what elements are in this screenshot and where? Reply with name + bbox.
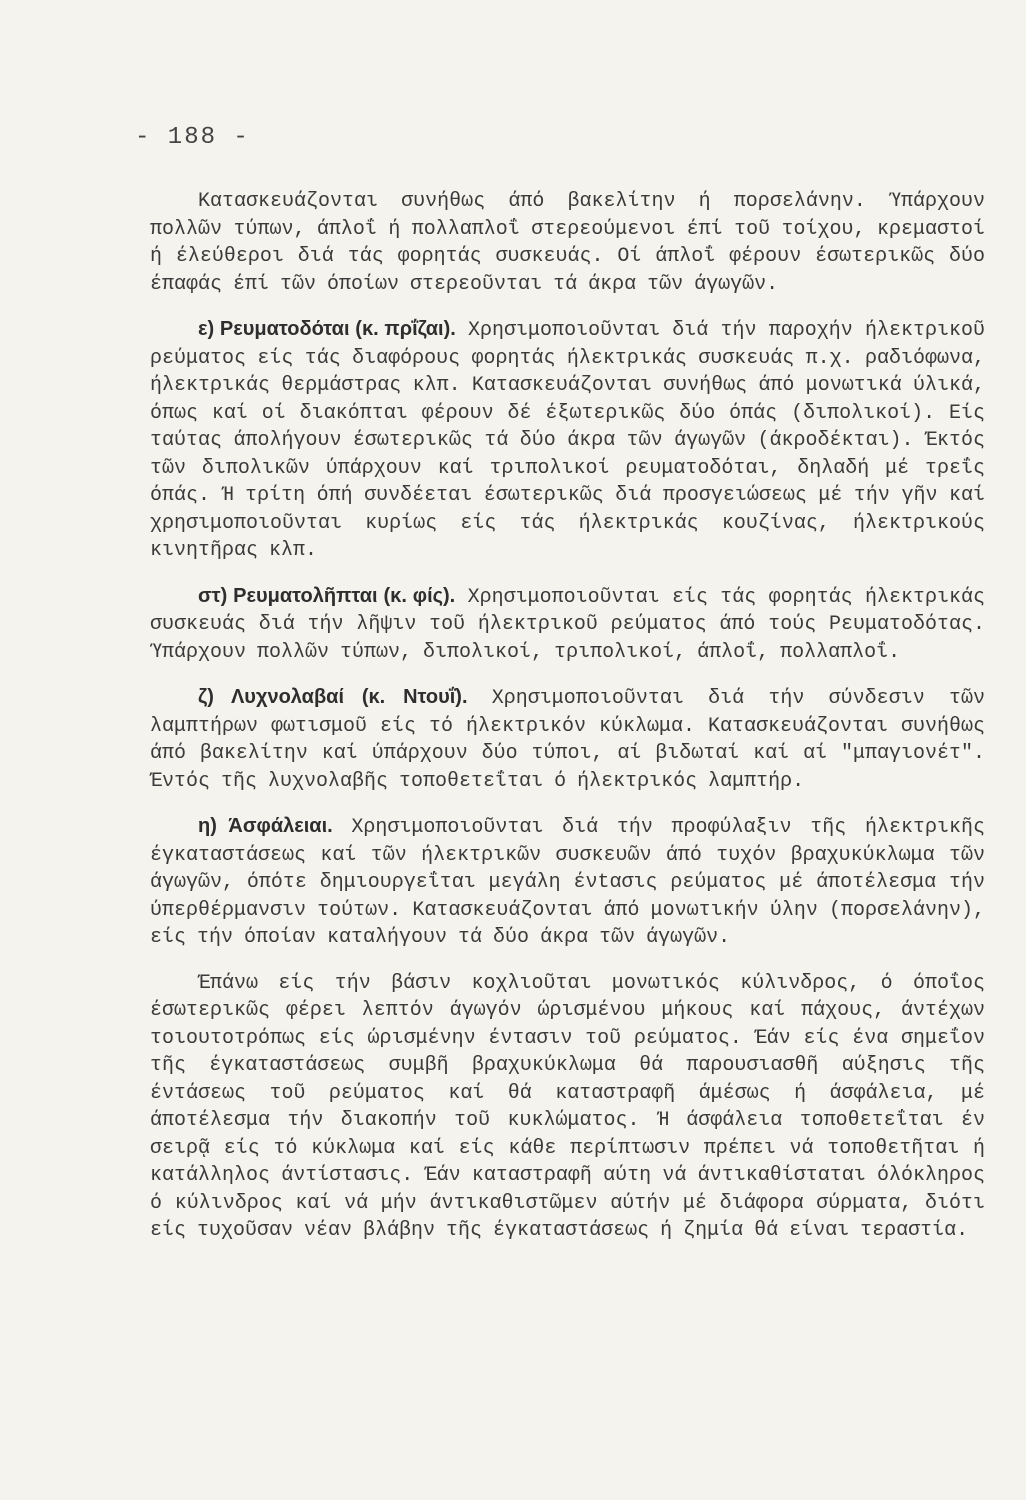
lampholders-text: Χρησιμοποιοῦνται διά τήν σύνδεσιν τῶν λαμπτήρων φωτισμοῦ είς τό ήλεκτρικόν κύκλωμα. Κατασκευάζονται συνήθως άπό βακελίτην καί ύπάρχουν δύο τύποι, αί βιδωταί καί αί "μπαγιονέτ". Έντός τῆς λυχνολαβῆς τοποθετεΐται ό ήλεκτρικός λαμπτήρ. bbox=[150, 687, 985, 793]
paragraph-lampholders bbox=[150, 684, 985, 795]
plugs-text: Χρησιμοποιοῦνται είς τάς φορητάς ήλεκτρικάς συσκευάς διά τήν λῆψιν τοῦ ήλεκτρικοῦ ρεύματος άπό τούς Ρευματοδότας. Ύπάρχουν πολλῶν τύπων, διπολικοί, τριπολικοί, άπλοΐ, πολλαπλοΐ. bbox=[150, 585, 985, 664]
lampholders-heading: ζ) Λυχνολαβαί (κ. Ντουΐ). bbox=[198, 686, 468, 708]
paragraph-intro-text: Κατασκευάζονται συνήθως άπό βακελίτην ή πορσελάνην. Ύπάρχουν πολλῶν τύπων, άπλοΐ ή πολλαπλοΐ στερεούμενοι έπί τοῦ τοίχου, κρεμαστοί ή έλεύθεροι διά τάς φορητάς συσκευάς. Οί άπλοΐ φέρουν έσωτερικῶς δύο έπαφάς έπί τῶν όποίων στερεοῦνται τά άκρα τῶν άγωγῶν. bbox=[150, 190, 985, 296]
fuse-details-text: Έπάνω είς τήν βάσιν κοχλιοῦται μονωτικός κύλινδρος, ό όποΐος έσωτερικῶς φέρει λεπτόν άγωγόν ώρισμένου μήκους καί πάχους, άντέχων τοιουτοτρόπως είς ώρισμένην έντασιν τοῦ ρεύματος. Έάν είς ένα σημεΐον τῆς έγκαταστάσεως συμβῆ βραχυκύκλωμα θά παρουσιασθῆ αύξησις τῆς έντάσεως τοῦ ρεύματος καί θά καταστραφῆ άμέσως ή άσφάλεια, μέ άποτέλεσμα τήν διακοπήν τοῦ κυκλώματος. Ή άσφάλεια τοποθετεΐται έν σειρᾷ είς τό κύκλωμα καί είς κάθε περίπτωσιν πρέπει νά τοποθετῆται ή κατάλληλος άντίστασις. Έάν καταστραφῆ αύτη νά άντικαθίσταται όλόκληρος ό κύλινδρος καί νά μήν άντικαθιστῶμεν αύτήν μέ διάφορα σύρματα, διότι είς τυχοῦσαν νέαν βλάβην τῆς έγκαταστάσεως ή ζημία θά είναι τεραστία. bbox=[150, 971, 985, 1242]
paragraph-fuses bbox=[150, 813, 985, 952]
paragraph-plugs bbox=[150, 583, 985, 667]
page-number: - 188 - bbox=[135, 124, 250, 151]
socket-outlets-text: Χρησιμοποιοῦνται διά τήν παροχήν ήλεκτρικοῦ ρεύματος είς τάς διαφόρους φορητάς ήλεκτρικάς συσκευάς π.χ. ραδιόφωνα, ήλεκτρικάς θερμάστρας κλπ. Κατασκευάζονται συνήθως άπό μονωτικά ύλικά, όπως καί οί διακόπται φέρουν δέ έξωτερικῶς δύο όπάς (διπολικοί). Είς ταύτας άπολήγουν έσωτερικῶς τά δύο άκρα τῶν άγωγῶν (άκροδέκται). Έκτός τῶν διπολικῶν ύπάρχουν καί τριπολικοί ρευματοδόται, δηλαδή μέ τρεΐς όπάς. Ή τρίτη όπή συνδέεται έσωτερικῶς διά προσγειώσεως μέ τήν γῆν καί χρησιμοποιοῦνται κυρίως είς τάς ήλεκτρικάς κουζίνας, ήλεκτρικούς κινητῆρας κλπ. bbox=[150, 319, 985, 562]
paragraph-socket-outlets bbox=[150, 316, 985, 565]
paragraph-intro bbox=[150, 188, 985, 298]
fuses-heading: η) Άσφάλειαι. bbox=[198, 815, 333, 837]
plugs-heading: στ) Ρευματολῆπται (κ. φίς). bbox=[198, 584, 456, 607]
socket-outlets-heading: ε) Ρευματοδόται (κ. πρΐζαι). bbox=[198, 318, 456, 340]
body-text bbox=[150, 188, 985, 1245]
paragraph-fuse-details bbox=[150, 970, 985, 1245]
fuses-text: Χρησιμοποιοῦνται διά τήν προφύλαξιν τῆς ήλεκτρικῆς έγκαταστάσεως καί τῶν ήλεκτρικῶν συσκευῶν άπό τυχόν βραχυκύκλωμα τῶν άγωγῶν, όπότε δημιουργεΐται μεγάλη ένtασις ρεύματος μέ άποτέλεσμα τήν ύπερθέρμανσιν τούτων. Κατασκευάζονται άπό μονωτικήν ύλην (πορσελάνην), είς τήν όποίαν καταλήγουν τά δύο άκρα τῶν άγωγῶν. bbox=[150, 816, 985, 949]
